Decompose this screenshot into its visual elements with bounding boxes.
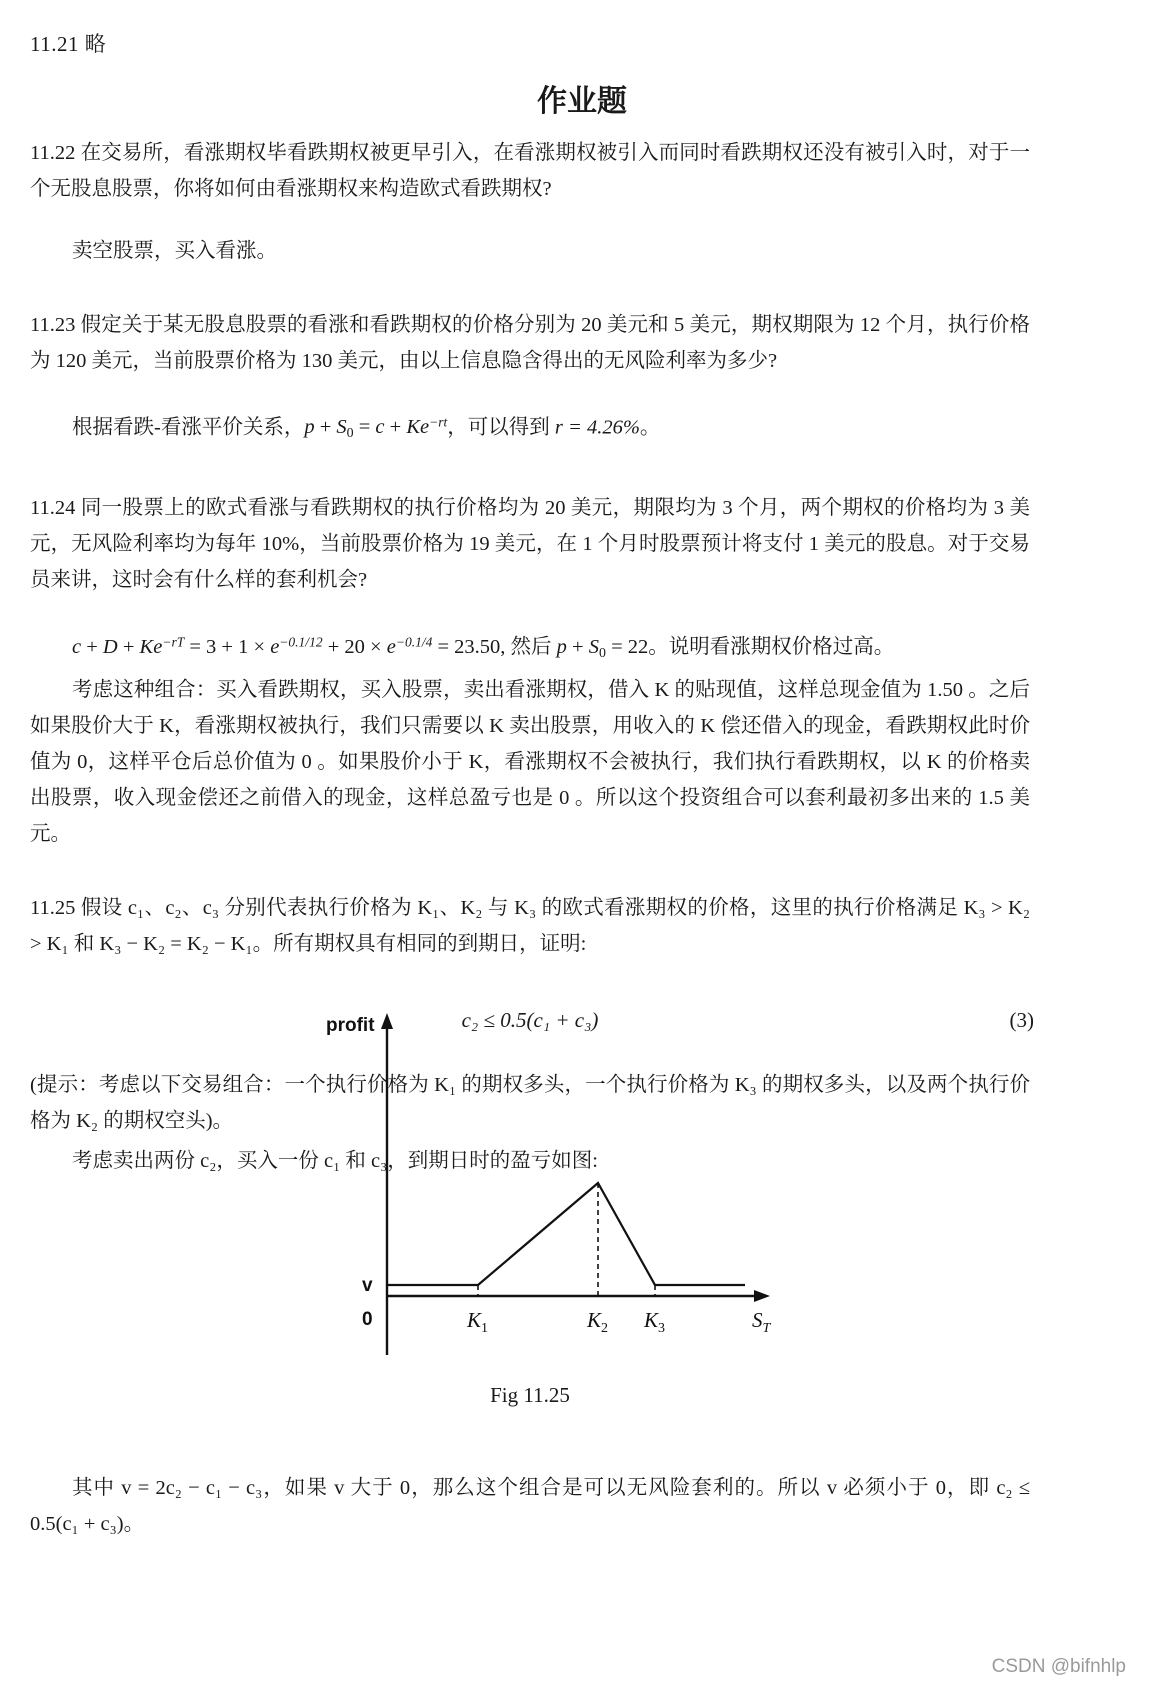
spacer (30, 269, 1030, 307)
y-axis-arrowhead (381, 1013, 393, 1029)
document-tail (30, 1470, 1030, 1542)
arbitrage-formula: $c + D + Ke^{-rT} = 3 + 1 \times e^{-0.1/12} + 20 \times e^{-0.1/4} = 23.50$, 然后 $p + S_0 = 22$。说明看涨期权价格过高。 (72, 634, 895, 661)
spacer (30, 966, 1030, 996)
problem-11-24-formula (30, 624, 1030, 671)
x-axis-arrowhead (754, 1290, 770, 1302)
problem-11-24-question: 11.24 同一股票上的欧式看涨与看跌期权的执行价格均为 20 美元，期限均为 3 个月，两个期权的价格均为 3 美元，无风险利率均为每年 10%，当前股票价格为 19 美元，在 1 个月时股票预计将支付 1 美元的股息。对于交易员来讲，这时会有什么样的套利机会? (30, 497, 1030, 592)
answer-prefix: 根据看跌-看涨平价关系， (72, 416, 305, 439)
x-axis-label: $S_T$ (752, 1308, 771, 1336)
problem-11-23-question: 11.23 假定关于某无股息股票的看涨和看跌期权的价格分别为 20 美元和 5 美元，期权期限为 12 个月，执行价格为 120 美元，当前股票价格为 130 美元，由以上信息隐含得出的无风险利率为多少? (30, 314, 1030, 372)
equation-3: c₂ ≤ 0.5(c₁ + c₃) (461, 1007, 599, 1032)
csdn-watermark: CSDN @bifnhlp (991, 1656, 1126, 1677)
problem-11-25-hint: (提示：考虑以下交易组合：一个执行价格为 K₁ 的期权多头，一个执行价格为 K₃ 的期权多头，以及两个执行价格为 K₂ 的期权空头)。 (30, 1073, 1030, 1132)
answer-suffix: 。 (639, 416, 661, 439)
spacer (30, 452, 1030, 490)
spacer (30, 211, 1030, 233)
problem-11-24-answer: 考虑这种组合：买入看跌期权，买入股票，卖出看涨期权，借入 K 的贴现值，这样总现金值为 1.50 。之后如果股价大于 K，看涨期权被执行，我们只需要以 K 卖出股票，用收入的 K 偿还借入的现金，看跌期权此时价值为 0，这样平仓后总价值为 0 。如果股价小于 K，看涨期权不会被执行，我们执行看跌期权，以 K 的价格卖出股票，收入现金偿还之前借入的现金，这样总盈亏也是 0 。所以这个投资组合可以套利最初多出来的 1.5 美元。 (30, 678, 1030, 845)
page-title: 作业题 (537, 85, 627, 118)
baseline-v-label: v (362, 1275, 373, 1296)
problem-11-25-question: 11.25 假设 c₁、c₂、c₃ 分别代表执行价格为 K₁、K₂ 与 K₃ 的欧式看涨期权的价格，这里的执行价格满足 K₃ > K₂ > K₁ 和 K₃ − K₂ = K₂ − K₁。所有期权具有相同的到期日，证明: (30, 896, 1030, 955)
spacer (30, 383, 1030, 405)
k3-tick-label: $K_3$ (644, 1308, 666, 1336)
k1-tick-label: $K_1$ (467, 1308, 489, 1336)
problem-11-23-answer (30, 405, 1030, 452)
payoff-curve (387, 1183, 745, 1285)
problem-11-25-lead-in: 考虑卖出两份 c₂，买入一份 c₁ 和 c₃，到期日时的盈亏如图: (72, 1149, 598, 1172)
equation-3-number: (3) (1009, 1007, 1034, 1032)
figure-11-25 (30, 1005, 1030, 1435)
spacer (30, 602, 1030, 624)
payoff-diagram (30, 1005, 1030, 1375)
problem-11-25-conclusion: 其中 v = 2c₂ − c₁ − c₃，如果 v 大于 0，那么这个组合是可以无风险套利的。所以 v 必须小于 0，即 c₂ ≤ 0.5(c₁ + c₃)。 (30, 1477, 1030, 1535)
put-call-parity-formula: $p + S_0 = c + Ke^{-rt}$ (304, 415, 448, 442)
origin-label: 0 (362, 1309, 373, 1330)
problem-11-22-answer: 卖空股票，买入看涨。 (72, 240, 277, 262)
spacer (30, 852, 1030, 890)
figure-caption: Fig 11.25 (490, 1383, 570, 1407)
answer-mid: ，可以得到 (447, 416, 555, 439)
y-axis-label: profit (326, 1015, 375, 1036)
k2-tick-label: $K_2$ (587, 1308, 609, 1336)
problem-11-22-question: 11.22 在交易所，看涨期权毕看跌期权被更早引入，在看涨期权被引入而同时看跌期权还没有被引入时，对于一个无股息股票，你将如何由看涨期权来构造欧式看跌期权? (30, 142, 1030, 200)
previous-item-label: 11.21 略 (30, 32, 107, 56)
rate-result: r = 4.26% (554, 416, 640, 439)
